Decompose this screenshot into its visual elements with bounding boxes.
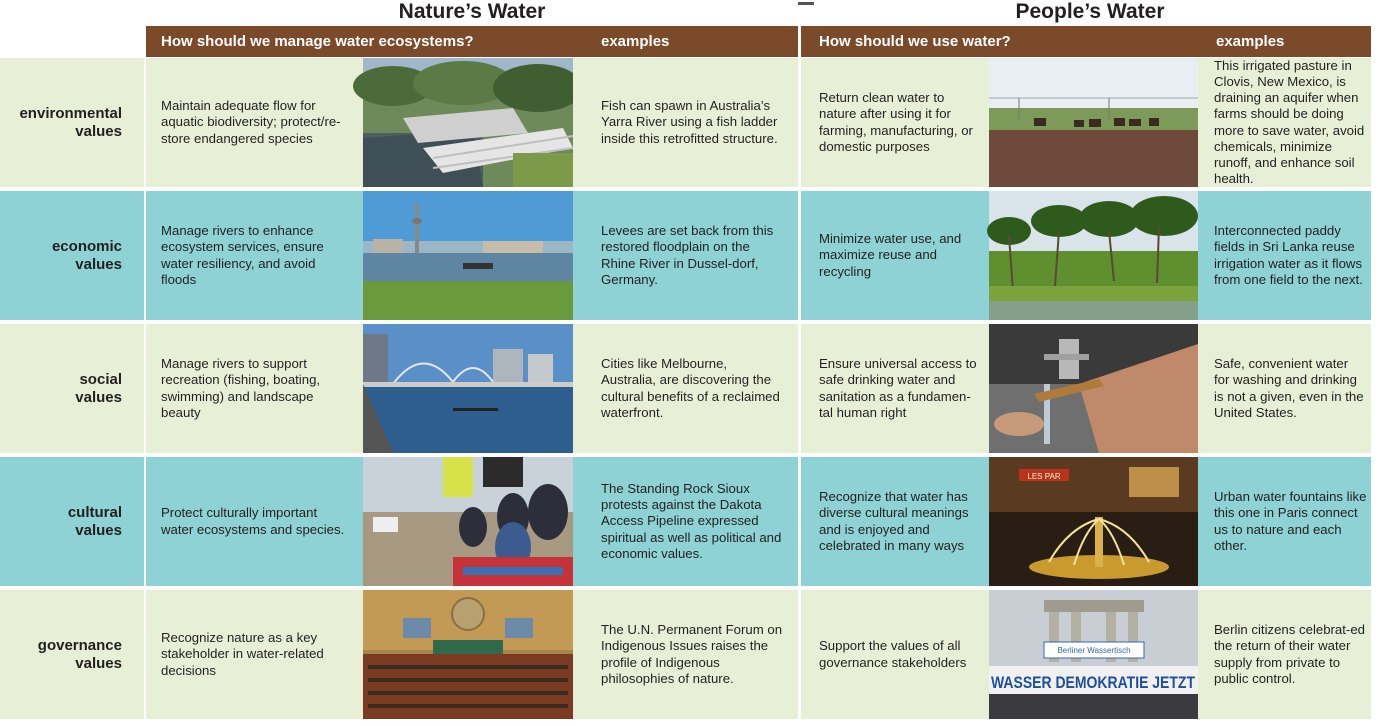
peoples-examples-header: examples bbox=[1216, 33, 1285, 50]
people-example-social: Safe, convenient water for washing and drinking is not a given, even in the United States. bbox=[1198, 324, 1371, 453]
row-label-environmental: environmental values bbox=[0, 58, 144, 187]
natures-water-header bbox=[146, 26, 798, 57]
nature-example-social: Cities like Melbourne, Australia, are discovering the cultural benefits of a reclaimed waterfront. bbox=[573, 324, 798, 453]
nature-text-governance: Recognize nature as a key stakeholder in water-related decisions bbox=[146, 590, 363, 719]
photo-clovis-pasture bbox=[989, 58, 1198, 187]
photo-standing-rock-protest bbox=[363, 457, 573, 586]
row-label-economic: economic values bbox=[0, 191, 144, 320]
nature-text-cultural: Protect culturally important water ecosystems and species. bbox=[146, 457, 363, 586]
row-label-cultural: cultural values bbox=[0, 457, 144, 586]
people-example-governance: Berlin citizens celebrat-ed the return of their water supply from private to public control. bbox=[1198, 590, 1371, 719]
photo-yarra-fish-ladder bbox=[363, 58, 573, 187]
nature-example-environmental: Fish can spawn in Australia’s Yarra River using a fish ladder inside this retrofitted structure. bbox=[573, 58, 798, 187]
nature-example-cultural: The Standing Rock Sioux protests against the Dakota Access Pipeline expressed spiritual as well as political and economic values. bbox=[573, 457, 798, 586]
nature-text-economic: Manage rivers to enhance ecosystem services, ensure water resiliency, and avoid floods bbox=[146, 191, 363, 320]
people-text-governance: Support the values of all governance stakeholders bbox=[801, 590, 989, 719]
photo-un-forum bbox=[363, 590, 573, 719]
berlin-banner-text: WASSER DEMOKRATIE JETZT bbox=[991, 673, 1196, 692]
people-text-economic: Minimize water use, and maximize reuse and recycling bbox=[801, 191, 989, 320]
nature-example-governance: The U.N. Permanent Forum on Indigenous Issues raises the profile of Indigenous philosophies of nature. bbox=[573, 590, 798, 719]
people-text-environmental: Return clean water to nature after using it for farming, manufacturing, or domestic purposes bbox=[801, 58, 989, 187]
natures-question-header: How should we manage water ecosystems? bbox=[161, 33, 474, 50]
paris-sign-text: LES PAR bbox=[1027, 472, 1061, 481]
photo-berlin-protest bbox=[989, 590, 1198, 719]
nature-example-economic: Levees are set back from this restored floodplain on the Rhine River in Dussel-dorf, Germany. bbox=[573, 191, 798, 320]
row-label-social: social values bbox=[0, 324, 144, 453]
people-example-cultural: Urban water fountains like this one in Paris connect us to nature and each other. bbox=[1198, 457, 1371, 586]
peoples-question-header: How should we use water? bbox=[819, 33, 1011, 50]
row-label-governance: governance values bbox=[0, 590, 144, 719]
natures-examples-header: examples bbox=[601, 33, 670, 50]
photo-melbourne-waterfront bbox=[363, 324, 573, 453]
people-text-cultural: Recognize that water has diverse cultural meanings and is enjoyed and celebrated in many ways bbox=[801, 457, 989, 586]
photo-paris-fountain bbox=[989, 457, 1198, 586]
photo-rhine-floodplain bbox=[363, 191, 573, 320]
peoples-water-title: People’s Water bbox=[1015, 0, 1165, 23]
people-text-social: Ensure universal access to safe drinking water and sanitation as a fundamen-tal human right bbox=[801, 324, 989, 453]
people-example-environmental: This irrigated pasture in Clovis, New Mexico, is draining an aquifer when farms should be doing more to save water, avoid chemicals, minimize runoff, and enhance soil health. bbox=[1198, 58, 1371, 187]
berlin-banner-top-text: Berliner Wassertisch bbox=[1057, 646, 1131, 655]
photo-washing-sink bbox=[989, 324, 1198, 453]
people-example-economic: Interconnected paddy fields in Sri Lanka reuse irrigation water as it flows from one field to the next. bbox=[1198, 191, 1371, 320]
nature-text-environmental: Maintain adequate flow for aquatic biodiversity; protect/re-store endangered species bbox=[146, 58, 363, 187]
natures-water-title: Nature’s Water bbox=[398, 0, 546, 23]
photo-sri-lanka-paddy bbox=[989, 191, 1198, 320]
nature-text-social: Manage rivers to support recreation (fishing, boating, swimming) and landscape beauty bbox=[146, 324, 363, 453]
peoples-water-header bbox=[801, 26, 1371, 57]
